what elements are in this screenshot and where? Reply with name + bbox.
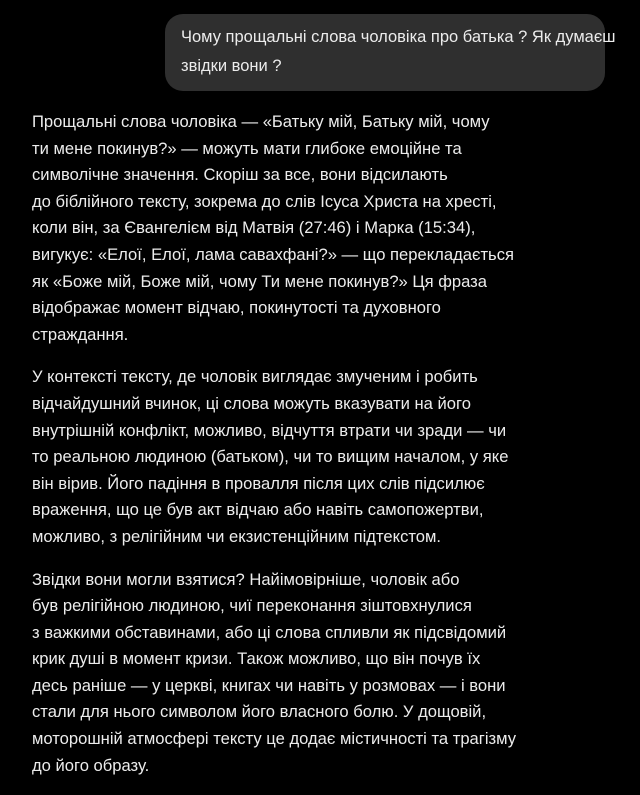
text-line: можливо, з релігійним чи екзистенційним підтекстом. [32,526,442,546]
user-message-line: звідки вони ? [181,57,282,75]
text-line: стали для нього символом його власного болю. У дощовій, [32,702,487,722]
assistant-paragraph-2 [32,364,622,550]
text-line: внутрішній конфлікт, можливо, відчуття втрати чи зради — чи [32,420,507,440]
text-line: до біблійного тексту, зокрема до слів Ісуса Христа на хресті, [32,191,497,211]
text-line: моторошній атмосфері тексту це додає містичності та трагізму [32,729,517,749]
text-line: він вірив. Його падіння в провалля після цих слів підсилює [32,473,485,493]
text-line: Звідки вони могли взятися? Найімовірніше, чоловік або [32,569,460,589]
text-line: вигукує: «Елої, Елої, лама савахфані?» — що перекладається [32,244,514,264]
text-line: десь раніше — у церкві, книгах чи навіть у розмовах — і вони [32,675,506,695]
text-line: то реальною людиною (батьком), чи то вищим началом, у яке [32,447,509,467]
text-line: відчайдушний вчинок, ці слова можуть вказувати на його [32,393,471,413]
assistant-paragraph-3 [32,567,622,780]
text-line: символічне значення. Скоріш за все, вони відсилають [32,165,448,185]
text-line: коли він, за Євангелієм від Матвія (27:46) і Марка (15:34), [32,218,476,238]
text-line: до його образу. [32,755,150,775]
text-line: крик душі в момент кризи. Також можливо, що він почув їх [32,649,481,669]
user-message-line: Чому прощальні слова чоловіка про батька ? Як думаєш [181,28,616,46]
text-line: як «Боже мій, Боже мій, чому Ти мене покинув?» Ця фраза [32,271,488,291]
text-line: відображає момент відчаю, покинутості та духовного [32,298,441,318]
assistant-message [32,109,622,795]
text-line: був релігійною людиною, чиї переконання зіштовхнулися [32,596,472,616]
text-line: враження, що це був акт відчаю або навіть самопожертви, [32,500,484,520]
text-line: страждання. [32,324,129,344]
text-line: ти мене покинув?» — можуть мати глибоке емоційне та [32,138,462,158]
text-line: У контексті тексту, де чоловік виглядає змученим і робить [32,367,478,387]
assistant-paragraph-1 [32,109,622,348]
user-message-bubble [165,14,616,91]
text-line: Прощальні слова чоловіка — «Батьку мій, Батьку мій, чому [32,112,490,131]
user-message-row [165,14,616,91]
text-line: з важкими обставинами, або ці слова спливли як підсвідомий [32,622,507,642]
